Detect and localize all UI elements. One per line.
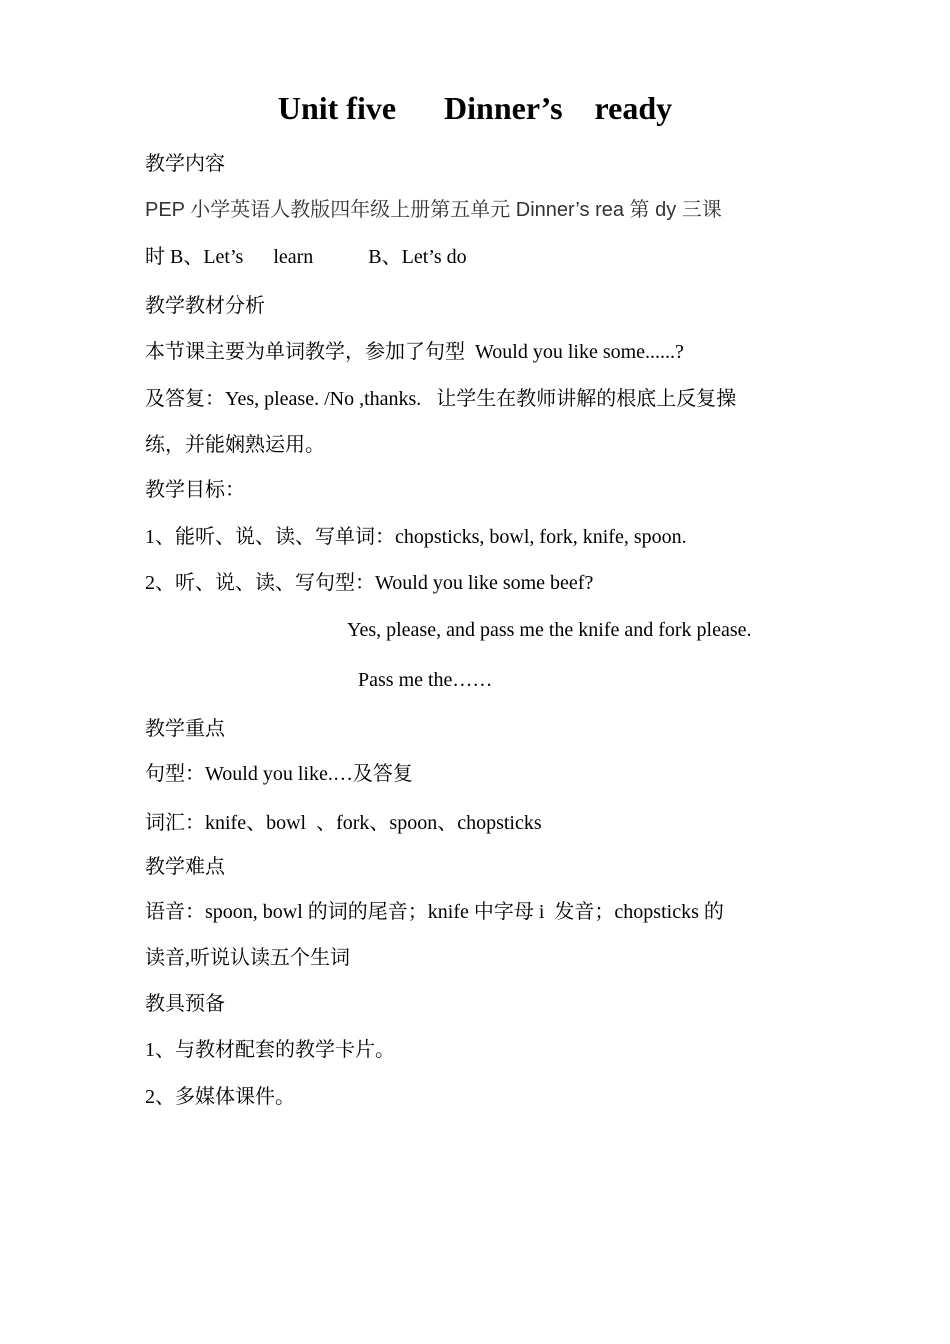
goal-item-2-example: Yes, please, and pass me the knife and fork please. [347, 619, 752, 641]
difficult-point-line-1: 语音：spoon, bowl 的词的尾音；knife 中字母 i 发音；chopsticks 的 [145, 901, 724, 923]
teaching-aid-item-1: 1、与教材配套的教学卡片。 [145, 1039, 395, 1061]
key-points-heading: 教学重点 [145, 718, 225, 740]
goal-item-1: 1、能听、说、读、写单词：chopsticks, bowl, fork, knife, spoon. [145, 526, 687, 548]
goal-item-2: 2、听、说、读、写句型：Would you like some beef? [145, 572, 594, 594]
key-point-sentence: 句型：Would you like.…及答复 [145, 763, 413, 785]
teaching-aid-item-2: 2、多媒体课件。 [145, 1086, 295, 1108]
teaching-aids-heading: 教具预备 [145, 993, 225, 1015]
goals-heading: 教学目标： [145, 479, 245, 501]
content-line-1: PEP 小学英语人教版四年级上册第五单元 Dinner’s rea 第 dy 三课 [145, 199, 722, 221]
analysis-line-2: 及答复：Yes, please. /No ,thanks. 让学生在教师讲解的根底上反复操 [145, 388, 737, 410]
document-title: Unit five Dinner’s ready [277, 90, 673, 126]
content-line-2: 时 B、Let’s learn B、Let’s do [145, 246, 467, 268]
goal-item-2-example-2: Pass me the…… [358, 669, 493, 691]
difficult-points-heading: 教学难点 [145, 856, 225, 878]
analysis-line-3: 练，并能娴熟运用。 [145, 434, 325, 456]
analysis-line-1: 本节课主要为单词教学，参加了句型 Would you like some......? [145, 341, 684, 363]
key-point-vocabulary: 词汇：knife、bowl 、fork、spoon、chopsticks [145, 812, 542, 834]
analysis-heading: 教学教材分析 [145, 295, 265, 317]
content-heading: 教学内容 [145, 153, 225, 175]
difficult-point-line-2: 读音,听说认读五个生词 [145, 947, 350, 969]
